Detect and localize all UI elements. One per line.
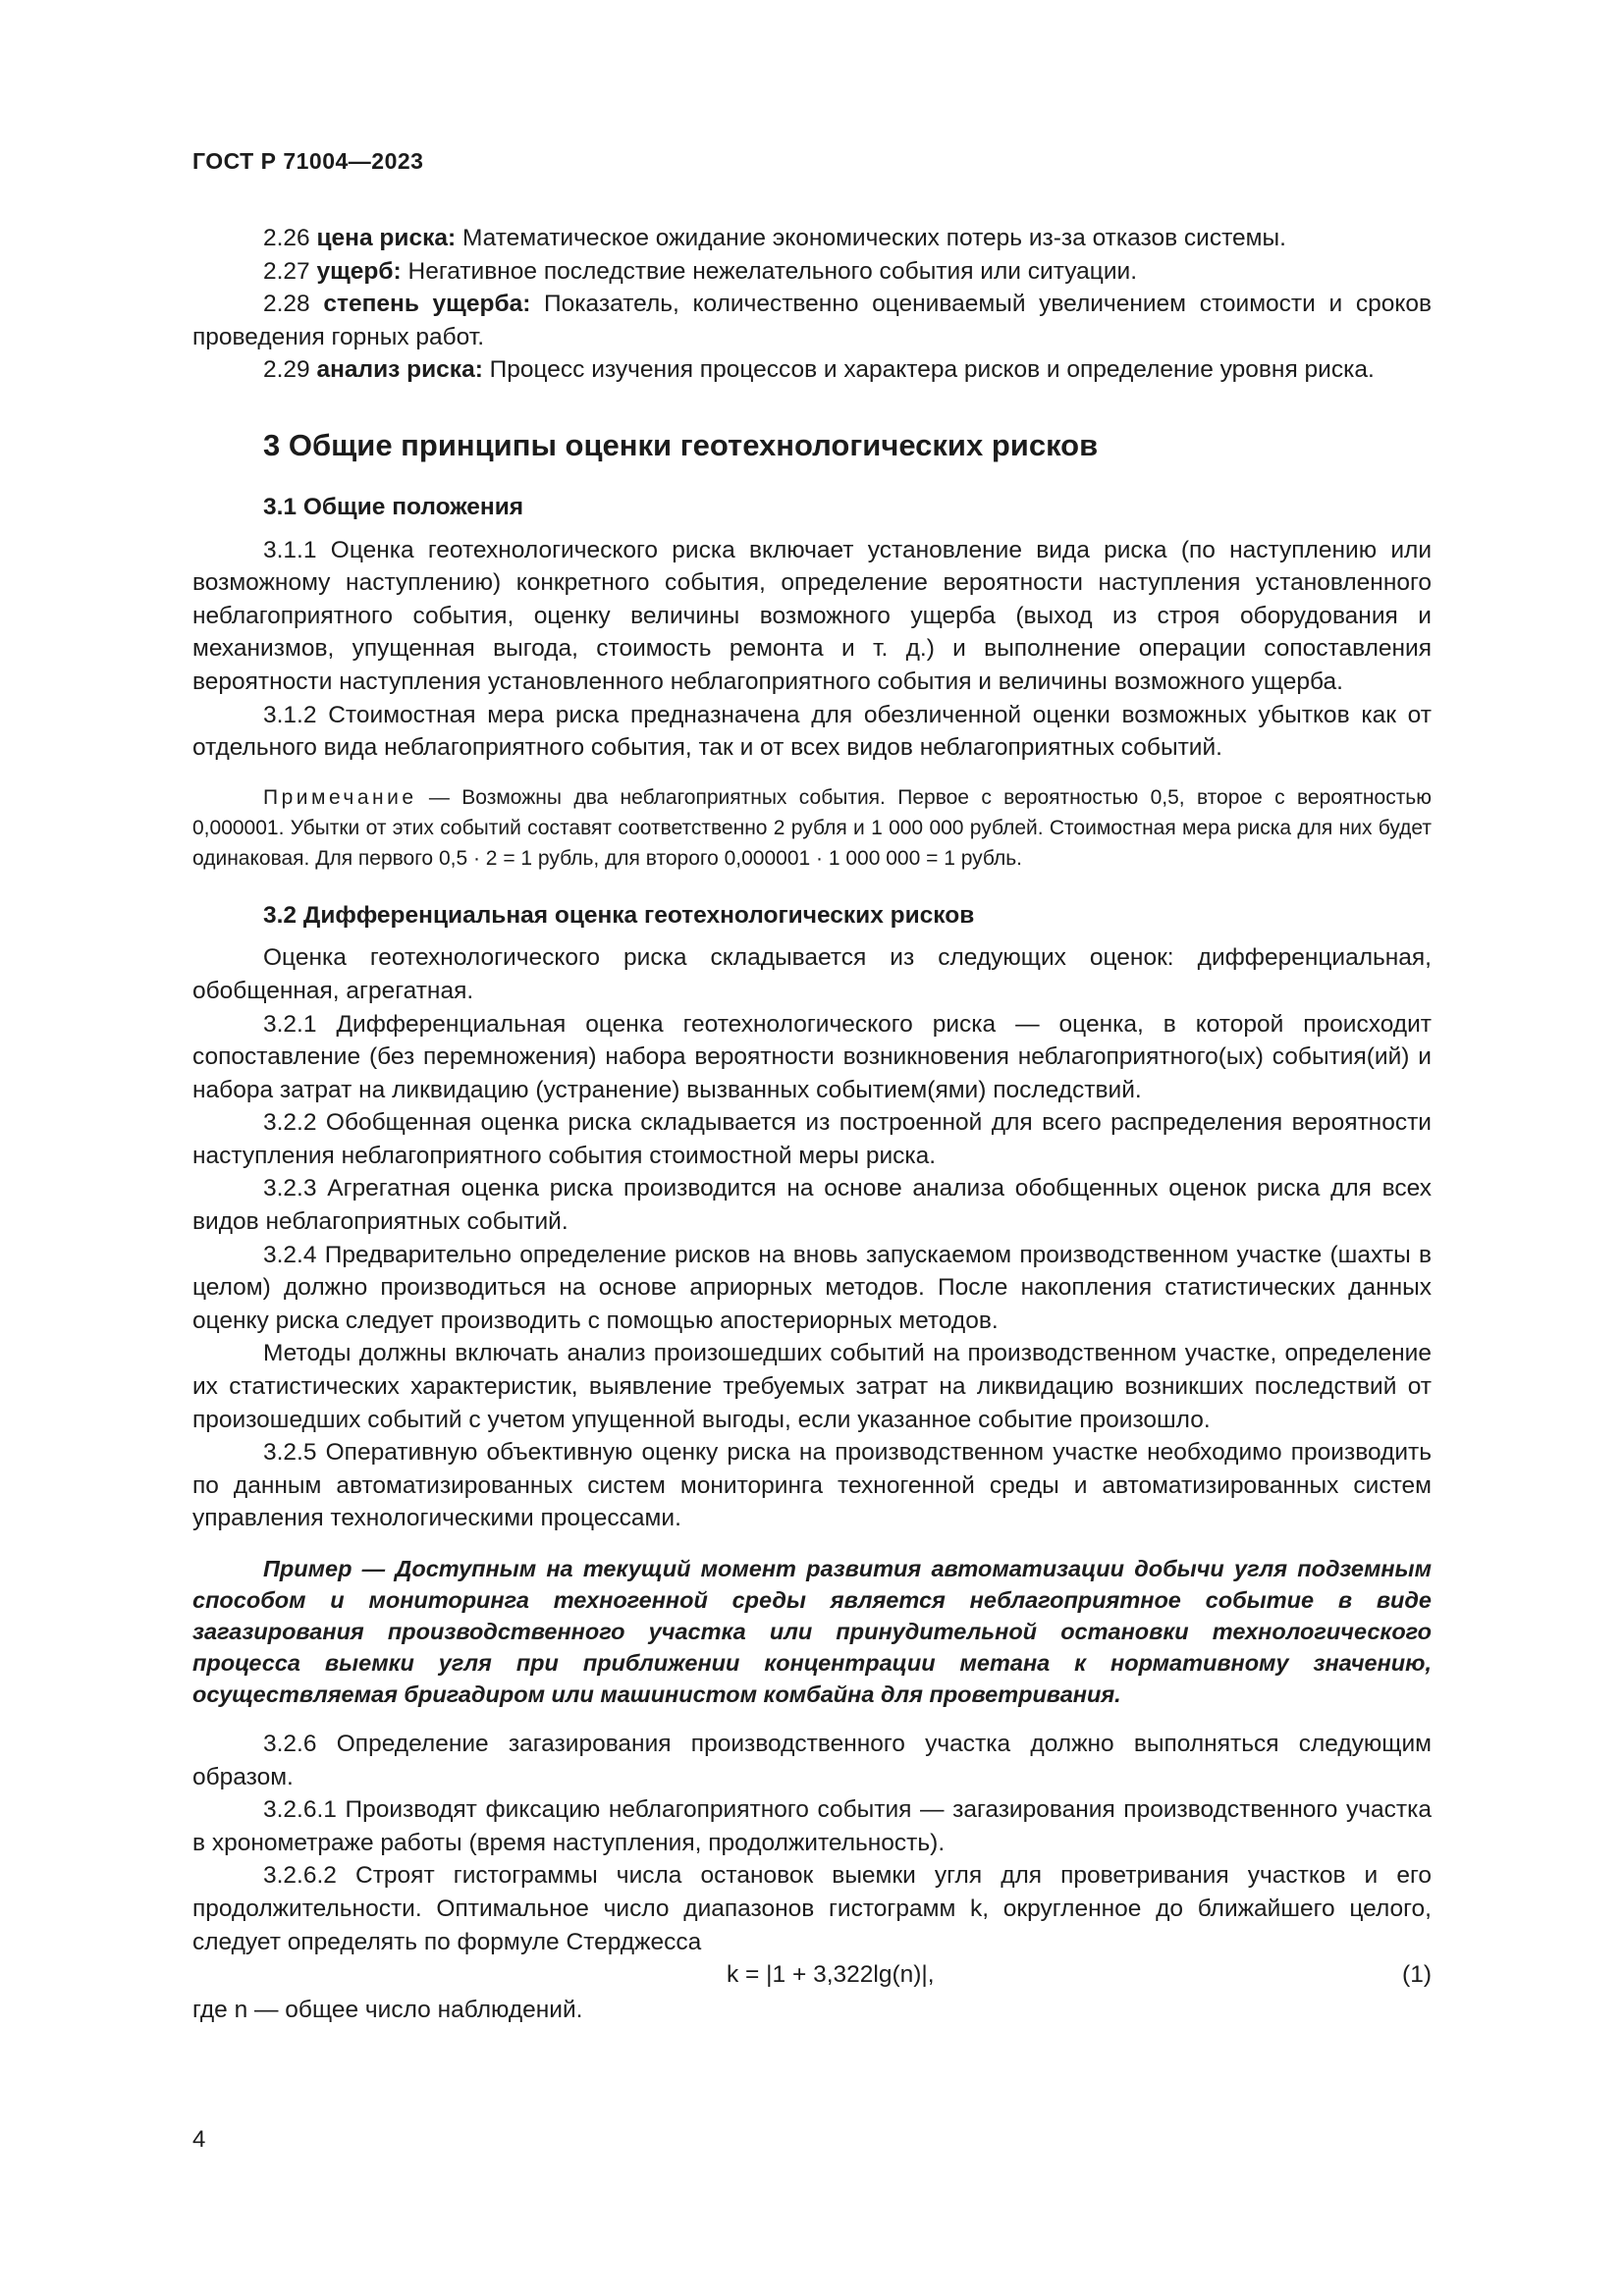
term: анализ риска: bbox=[316, 356, 483, 384]
definition-2-28: 2.28 степень ущерба: Показатель, количественно оцениваемый увеличением стоимости и сроков проведения горных работ. bbox=[192, 291, 1432, 350]
document-body bbox=[192, 222, 1432, 2027]
paragraph-3-2-6: 3.2.6 Определение загазирования производственного участка должно выполняться следующим образом. bbox=[192, 1731, 1432, 1790]
paragraph-3-2-6-1: 3.2.6.1 Производят фиксацию неблагоприятного события — загазирования производственного участка в хронометраже работы (время наступления, продолжительность). bbox=[192, 1796, 1432, 1856]
paragraph-3-2-1: 3.2.1 Дифференциальная оценка геотехнологического риска — оценка, в которой происходит сопоставление (без перемножения) набора вероятности возникновения неблагоприятного(ых) события(ий) и набора затрат на ликвидацию (устранение) вызванных событием(ями) последствий. bbox=[192, 1010, 1432, 1103]
paragraph: Оценка геотехнологического риска складывается из следующих оценок: дифференциальная, обобщенная, агрегатная. bbox=[192, 944, 1432, 1004]
section-3-1-title: 3.1 Общие положения bbox=[263, 493, 524, 520]
page-number: 4 bbox=[192, 2126, 206, 2153]
note-text: — Возможны два неблагоприятных события. Первое с вероятностью 0,5, второе с вероятностью 0,000001. Убытки от этих событий составят соответственно 2 рубля и 1 000 000 рублей. Стоимостная мера риска для них будет одинаковая. Для первого 0,5 · 2 = 1 рубль, для второго 0,000001 · 1 000 000 = 1 рубль. bbox=[192, 785, 1432, 870]
note bbox=[192, 782, 1432, 874]
document-header: ГОСТ Р 71004—2023 bbox=[192, 148, 424, 174]
paragraph-3-2-3: 3.2.3 Агрегатная оценка риска производится на основе анализа обобщенных оценок риска для всех видов неблагоприятных событий. bbox=[192, 1175, 1432, 1236]
formula-number: (1) bbox=[1402, 1961, 1432, 1989]
definition-2-26: 2.26 цена риска: Математическое ожидание экономических потерь из-за отказов системы. bbox=[263, 225, 1286, 251]
note-label: Примечание bbox=[263, 785, 417, 809]
formula-expression: k = |1 + 3,322lg(n)|, bbox=[727, 1961, 935, 1989]
definition-2-29: 2.29 анализ риска: Процесс изучения процессов и характера рисков и определение уровня риска. bbox=[263, 356, 1375, 384]
formula bbox=[192, 1958, 1432, 1994]
section-3-2-title: 3.2 Дифференциальная оценка геотехнологических рисков bbox=[263, 901, 975, 929]
term: степень ущерба: bbox=[323, 291, 531, 318]
paragraph-3-1-2: 3.1.2 Стоимостная мера риска предназначена для обезличенной оценки возможных убытков как от отдельного вида неблагоприятного события, так и от всех видов неблагоприятных событий. bbox=[192, 701, 1432, 762]
paragraph-3-2-5: 3.2.5 Оперативную объективную оценку риска на производственном участке необходимо производить по данным автоматизированных систем мониторинга техногенной среды и автоматизированных систем управления технологическими процессами. bbox=[192, 1439, 1432, 1532]
paragraph-methods: Методы должны включать анализ произошедших событий на производственном участке, определение их статистических характеристик, выявление требуемых затрат на ликвидацию возникших последствий от произошедших событий с учетом упущенной выгоды, если указанное событие произошло. bbox=[192, 1340, 1432, 1433]
section-3-title: 3 Общие принципы оценки геотехнологических рисков bbox=[263, 427, 1099, 462]
term: цена риска: bbox=[316, 225, 457, 251]
term: ущерб: bbox=[316, 257, 402, 285]
paragraph-3-2-2: 3.2.2 Обобщенная оценка риска складывается из построенной для всего распределения вероятности наступления неблагоприятного события стоимостной меры риска. bbox=[192, 1109, 1432, 1169]
example: Пример — Доступным на текущий момент развития автоматизации добычи угля подземным способом и мониторинга техногенной среды является неблагоприятное событие в виде загазирования производственного участка или принудительной остановки технологического процесса выемки угля при приближении концентрации метана к нормативному значению, осуществляемая бригадиром или машинистом комбайна для проветривания. bbox=[192, 1556, 1432, 1707]
definition-2-27: 2.27 ущерб: Негативное последствие нежелательного события или ситуации. bbox=[263, 257, 1138, 285]
formula-explanation: где n — общее число наблюдений. bbox=[192, 1997, 583, 2024]
paragraph-3-1-1: 3.1.1 Оценка геотехнологического риска включает установление вида риска (по наступлению или возможному наступлению) конкретного события, определение вероятности наступления установленного неблагоприятного события, оценку величины возможного ущерба (выход из строя оборудования и механизмов, упущенная выгода, стоимость ремонта и т. д.) и выполнение операции сопоставления вероятности наступления установленного неблагоприятного события и величины возможного ущерба. bbox=[192, 536, 1432, 695]
paragraph-3-2-6-2: 3.2.6.2 Строят гистограммы числа остановок выемки угля для проветривания участков и его продолжительности. Оптимальное число диапазонов гистограмм k, округленное до ближайшего целого, следует определять по формуле Стерджесса bbox=[192, 1862, 1432, 1955]
paragraph-3-2-4: 3.2.4 Предварительно определение рисков на вновь запускаемом производственном участке (шахты в целом) должно производиться на основе априорных методов. После накопления статистических данных оценку риска следует производить с помощью апостериорных методов. bbox=[192, 1241, 1432, 1334]
